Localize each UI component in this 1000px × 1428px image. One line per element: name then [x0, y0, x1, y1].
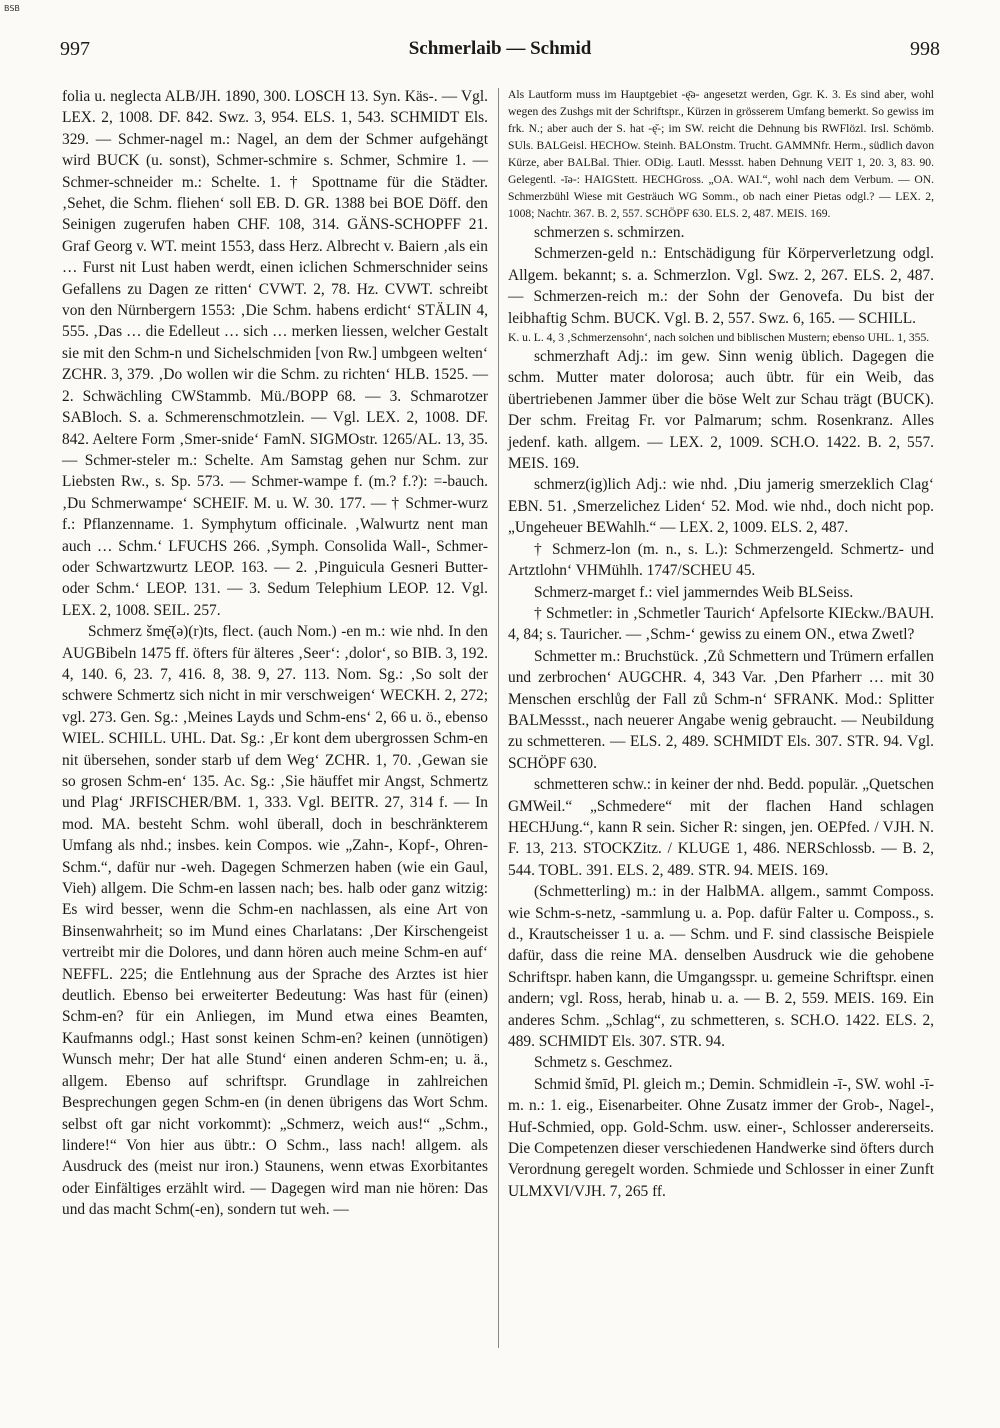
- entry-schmerzhaft: schmerzhaft Adj.: im gew. Sinn wenig üblich. Dagegen die schm. Mutter mater dolorosa; auch übtr. für ein Weib, das übertriebenen Jammer über die böse Welt zur Schau trägt (BUCK). Der schm. Freitag Fr. vor Palmarum; schm. Rosenkranz. Alles jedenf. kath. allgem. — LEX. 2, 1009. SCH.O. 1422. B. 2, 557. MEIS. 169.: [508, 348, 934, 473]
- library-stamp: BSB: [4, 4, 20, 13]
- entry-schmerzen-geld-note: K. u. L. 4, 3 ‚Schmerzensohn‘, nach solchen und biblischen Mustern; ebenso UHL. 1, 355.: [508, 331, 930, 345]
- column-divider: [498, 88, 499, 1348]
- page-header: [60, 38, 940, 64]
- entry-schmetteren: schmettere⁠n schw.: in keiner der nhd. Bedd. populär. „Quetschen GMWeil.“ „Schmedere“ mit der flachen Hand schlagen HECHJung.“, kann R sein. Sicher R: singen, jen. OEPfed. / VJH. N. F. 13, 213. STOCKZitz. / KLUGE 1, 486. NERSchlossb. — B. 2, 544. TOBL. 391. ELS. 2, 489. STR. 94. MEIS. 169.: [508, 776, 934, 879]
- entry-schmerz-lon: † Schmerz-lon (m. n., s. L.): Schmerzengeld. Schmertz- und Artztlohn‘ VHMühlh. 1747/SCHEU 45.: [508, 540, 934, 580]
- entry-schmerlaib-continued: folia u. neglecta ALB/JH. 1890, 300. LOSCH 13. Syn. Käs-. — Vgl. LEX. 2, 1008. DF. 842. Swz. 3, 954. ELS. 1, 543. SCHMIDT Els. 329. — Schmer-nagel m.: Nagel, an dem der Schmer aufgehängt wird BUCK (u. sonst), Schmer-schmire s. Schmer, Schmire 1. — Schmer-schneider m.: Schelte. 1. † Spottname für die Städter. ‚Sehet, die Schm. fliehen‘ soll EB. D. GR. 1388 bei BOE Döff. den Seinigen zugerufen haben CHF. 108, 314. GÄNS-SCHOPFF 21. Graf Georg v. WT. meint 1553, dass Herz. Albrecht v. Baiern ‚als ein … Furst nit Lust haben werdt, einen iclichen Schmerschnider seins Gefallens zu Dagen ze ritten‘ CVWT. 2, 78. Hz. CVWT. schreibt von den Nürnbergern 1553: ‚Die Schm. habens erdicht‘ STÄLIN 4, 555. ‚Das … die Edelleut … sich … merken liessen, welcher Gestalt sie mit den Schm-n und Sichelschmiden [von Rw.] umbgeen welten‘ ZCHR. 3, 379. ‚Do wollen wir die Schm. zu richten‘ HLB. 1525. — 2. Schwächling CWStammb. Mü./BOPP 68. — 3. Schmarotzer SABloch. S. a. Schmerenschmotzlein. — Vgl. LEX. 2, 1008. DF. 842. Aeltere Form ‚Smer-snide‘ FamN. SIGMOstr. 1265/AL. 13, 35. — Schmer-steler m.: Schelte. Am Samstag gehen nur Schm. zur Liebsten Rw., s. Sp. 573. — Schmer-wampe f. (m.? f.?): =-bauch. ‚Du Schmerwampe‘ SCHEIF. M. u. W. 30. 177. — † Schmer-wurz f.: Pflanzenname. 1. Symphytum officinale. ‚Walwurtz nent man auch … Schm.‘ LFUCHS 266. ‚Symph. Consolida Wall-, Schmer- oder Schwartzwurtz LEOP. 163. — 2. ‚Pinguicula Gesneri Butter- oder Schm.‘ LEOP. 131. — 3. Sedum Telephium LEOP. 12. Vgl. LEX. 2, 1008. SEIL. 257.: [62, 88, 488, 619]
- page-number-right: 998: [910, 38, 940, 60]
- entry-schmerzlich: schmerz(ig)lich Adj.: wie nhd. ‚Diu jamerig smerzeklich Clag‘ EBN. 51. ‚Smerzelichez Liden‘ 52. Mod. wie nhd., doch nicht pop. „Ungeheuer BEWahlh.“ — LEX. 2, 1009. ELS. 2, 487.: [508, 476, 934, 537]
- page-number-left: 997: [60, 38, 90, 60]
- entry-schmetter: Schmetter m.: Bruchstück. ‚Zů Schmettern und Trümern erfallen und zerbrochen‘ AUGCHR. 4, 343 Var. ‚Den Pfarherr … mit 30 Menschen erschlůg der Fall zů Schm-n‘ SFRANK. Mod.: Splitter BALMessst., nach neuerer Angabe wenig gebraucht. — Neubildung zu schmetteren. — ELS. 2, 489. SCHMIDT Els. 307. STR. 94. Vgl. SCHÖPF 630.: [508, 647, 934, 772]
- entry-schmerzen: schmerzen s. schmirzen.: [534, 224, 685, 241]
- right-column: [508, 86, 934, 1202]
- left-column: [62, 86, 488, 1221]
- entry-schmerz-note: Als Lautform muss im Hauptgebiet -ę̄ə- angesetzt werden, Ggr. K. 3. Es sind aber, wohl wegen des Zushgs mit der Schriftspr., Kürzen in grösserem Umfang bemerkt. So gewiss im frk. N.; aber auch der S. hat -ę̆-; im SW. reicht die Dehnung bis RWFlözl. Irsl. Schömb. SUls. BALGeisl. HECHOw. Steinh. BALOnstm. Trucht. GAMMNfr. Herm., südlich davon Kürze, aber BALBal. Thier. ODig. Lautl. Messst. haben Dehnung VEIT 1, 20. 3, 83. 90. Gelegentl. -īə-: HAIGStett. HECHGross. „OA. WAI.“, wohl nach dem Verbum. — ON. Schmerzbühl Wiese mit Gesträuch WG Somm., ob nach einer Pietas odgl.? — LEX. 2, 1008; Nachtr. 367. B. 2, 557. SCHÖPF 630. ELS. 2, 487. MEIS. 169.: [508, 88, 934, 220]
- entry-schmid: Schmid šmīd, Pl. gleich m.; Demin. Schmidlein -ī-, SW. wohl -ī- m. n.: 1. eig., Eisenarbeiter. Ohne Zusatz immer der Grob-, Nagel-, Huf-Schmied, opp. Gold-Schm. usw. einer-, Schlosser andererseits. Die Competenzen dieser verschiedenen Handwerke sind öfters durch Verordnung geregelt worden. Schmiede und Schlosser in einer Zunft ULMXVI/VJH. 7, 265 ff.: [508, 1075, 934, 1200]
- entry-schmetler: † Schmetler: in ‚Schmetler Taurich‘ Apfelsorte KIEckw./BAUH. 4, 84; s. Tauricher. — ‚Schm-‘ gewiss zu einem ON., etwa Zwetl?: [508, 604, 934, 644]
- entry-schmerz: Schmerz šmę̄(ə)(r)ts, flect. (auch Nom.) -en m.: wie nhd. In den AUGBibeln 1475 ff. öfters für älteres ‚Seer‘: ‚dolor‘, so BIB. 3, 192. 4, 140. 6, 23. 7, 416. 8, 38. 9, 27. 113. Nom. Sg.: ‚So solt der schwere Schmertz sich nicht in mir verschweigen‘ WECKH. 2, 272; vgl. 273. Gen. Sg.: ‚Meines Layds und Schm-ens‘ 2, 66 u. ö., ebenso WIEL. SCHILL. UHL. Dat. Sg.: ‚Er kont dem ubergrossen Schm-en nit übersehen, sonder starb uf dem Weg‘ ZCHR. 1, 70. ‚Gewan sie so grosen Schm-en‘ 135. Ac. Sg.: ‚Sie häuffet mir Angst, Schmertz und Plag‘ JRFISCHER/BM. 1, 333. Vgl. BEITR. 27, 314 f. — In mod. MA. besteht Schm. wohl überall, doch in beschränkterem Umfang als nhd.; insbes. kein Compos. wie „Zahn-, Kopf-, Ohren-Schm.“, dafür nur -weh. Dagegen Schmerzen haben (wie ein Gaul, Vieh) allgem. Die Schm-en lassen nach; bes. halb oder ganz witzig: Es wird besser, wenn die Schm-en nachlassen, als eine Art von Binsenwahrheit; so im Mund eines Charlatans: ‚Der Kirschengeist vertreibt mir die Dolores, und dann hören auch meine Schm-en auf‘ NEFFL. 225; die Entlehnung aus der Sprache des Arztes ist hier deutlich. Ebenso bei erweiterter Bedeutung: Was hast für (einen) Schm-en? für ein Anliegen, im Mund etwa eines Beamten, Kaufmanns odgl.; Hast sonst keinen Schm-en? keinen (unnötigen) Wunsch mehr; Der hat alle Stund‘ einen anderen Schm-en; u. ä., allgem. Ebenso auf schriftspr. Grundlage in zahlreichen Besprechungen gegen Schm-en (in denen übrigens das Wort Schm. selbst oft gar nicht vorkommt): „Schmerz, weich aus!“ „Schm., lindere!“ Von hier aus übtr.: O Schm., lass nach! allgem. als Ausdruck des (meist nur iron.) Staunens, wenn etwas Exorbitantes oder Einfältiges erzählt wird. — Dagegen wird man nie hören: Das und das macht Schm(-en), sondern tut weh. —: [62, 623, 488, 1219]
- entry-schmetz: Schmetz s. Geschmez.: [534, 1054, 673, 1072]
- entry-schmerz-marget: Schmerz-marget f.: viel jammerndes Weib BLSeiss.: [534, 583, 854, 601]
- entry-schmerzen-geld: Schmerzen-geld n.: Entschädigung für Körperverletzung odgl. Allgem. bekannt; s. a. Schmerzlon. Vgl. Swz. 2, 267. ELS. 2, 487. — Schmerzen-reich m.: der Sohn der Genovefa. Du bist der leibhaftig Schm. BUCK. Vgl. B. 2, 557. Swz. 6, 165. — SCHILL.: [508, 245, 934, 327]
- page-title: Schmerlaib — Schmid: [408, 38, 592, 59]
- entry-schmetterling: (Schmetterling) m.: in der HalbMA. allgem., sammt Composs. wie Schm-s-netz, -sammlung u. a. Pop. dafür Falter u. Composs., s. d., Krautscheisser 1 u. a. — Schm. und F. sind classische Beispiele dafür, dass die reine MA. denselben Ausdruck wie die gehobene Schriftspr. haben kann, die Umgangsspr. u. gemeine Schriftspr. einen andern; vgl. Ross, herab, hinab u. a. — B. 2, 559. MEIS. 169. Ein anderes Schm. „Schlag“, zu schmetteren, s. SCH.O. 1422. ELS. 2, 489. SCHMIDT Els. 307. STR. 94.: [508, 883, 934, 1051]
